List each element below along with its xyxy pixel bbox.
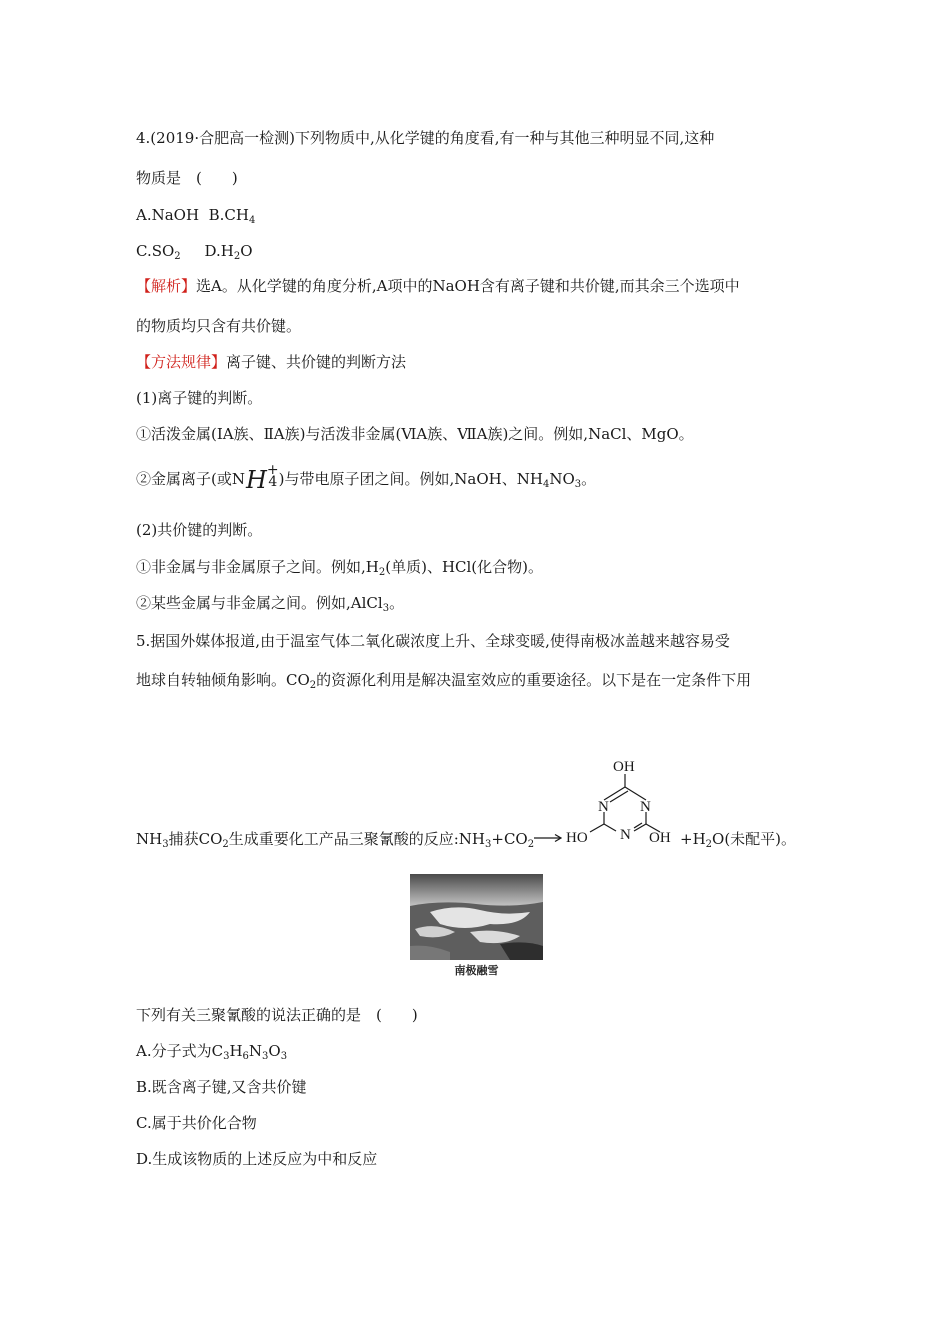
q5-option-d: D.生成该物质的上述反应为中和反应 bbox=[136, 1150, 378, 1168]
method-title: 离子键、共价键的判断方法 bbox=[226, 353, 407, 371]
q5-option-b: B.既含离子键,又含共价键 bbox=[136, 1078, 307, 1096]
q4-option-b: $B.CH_4$ bbox=[208, 206, 256, 226]
q5-stem-line2: 地球自转轴倾角影响。$CO_2$的资源化利用是解决温室效应的重要途径。以下是在一定条件下用 bbox=[136, 671, 752, 691]
antarctic-melting-photo bbox=[410, 874, 543, 960]
analysis-text: 选A。从化学键的角度分析,A项中的NaOH含有离子键和共价键,而其余三个选项中 bbox=[196, 277, 740, 295]
method-heading bbox=[136, 352, 406, 372]
method-tag: 【方法规律】 bbox=[136, 353, 227, 371]
q5-stem-line1: 5.据国外媒体报道,由于温室气体二氧化碳浓度上升、全球变暖,使得南极冰盖越来越容易受 bbox=[136, 632, 730, 650]
mol-n-left: N bbox=[598, 799, 609, 815]
q4-analysis-line1 bbox=[136, 276, 740, 296]
ionic-bond-item2: ②金属离子(或NH+ 4)与带电原子团之间。例如,NaOH、$NH_4NO_3$。 bbox=[136, 462, 597, 494]
reaction-arrow-icon bbox=[534, 833, 562, 843]
photo-caption: 南极融雪 bbox=[454, 964, 499, 977]
q4-stem-line2: 物质是 ( ) bbox=[136, 169, 238, 187]
ionic-bond-item1: ①活泼金属(ⅠA族、ⅡA族)与活泼非金属(ⅥA族、ⅦA族)之间。例如,NaCl、MgO。 bbox=[136, 425, 694, 443]
q4-option-c: $C.SO_2$ bbox=[136, 242, 181, 262]
q5-reaction-left: $NH_3$捕获$CO_2$生成重要化工产品三聚氰酸的反应$:NH_3+CO_2$ bbox=[136, 829, 562, 855]
ammonium-formula: H+ 4 bbox=[245, 462, 279, 494]
q4-option-d: $D.H_2O$ bbox=[204, 242, 253, 262]
mol-oh-top: OH bbox=[613, 759, 635, 775]
covalent-bond-item1: ①非金属与非金属原子之间。例如$,H_2$(单质)、HCl(化合物)。 bbox=[136, 558, 543, 578]
mol-oh-right: OH bbox=[649, 830, 671, 846]
covalent-bond-item2: ②某些金属与非金属之间。例如,AlCl$_3$。 bbox=[136, 594, 405, 614]
q5-option-c: C.属于共价化合物 bbox=[136, 1114, 257, 1132]
cyanuric-acid-structure bbox=[560, 752, 680, 852]
analysis-tag: 【解析】 bbox=[136, 277, 197, 295]
q5-option-a: A.分子式为$C_3H_6N_3O_3$ bbox=[136, 1042, 288, 1062]
covalent-bond-heading: (2)共价键的判断。 bbox=[136, 521, 263, 539]
q4-analysis-line2: 的物质均只含有共价键。 bbox=[136, 317, 302, 335]
q5-reaction-right: $+H_2O$(未配平)。 bbox=[680, 830, 797, 850]
q4-options-cd bbox=[136, 241, 253, 267]
mol-n-bottom: N bbox=[620, 827, 631, 843]
q5-question: 下列有关三聚氰酸的说法正确的是 ( ) bbox=[136, 1006, 418, 1024]
q4-option-a: A.NaOH bbox=[136, 206, 200, 224]
q4-options-ab bbox=[136, 205, 255, 231]
mol-ho-left: HO bbox=[566, 830, 588, 846]
ionic-bond-heading: (1)离子键的判断。 bbox=[136, 389, 263, 407]
mol-n-right: N bbox=[640, 799, 651, 815]
q4-stem-line1: 4.(2019·合肥高一检测)下列物质中,从化学键的角度看,有一种与其他三种明显不同,这种 bbox=[136, 129, 715, 147]
